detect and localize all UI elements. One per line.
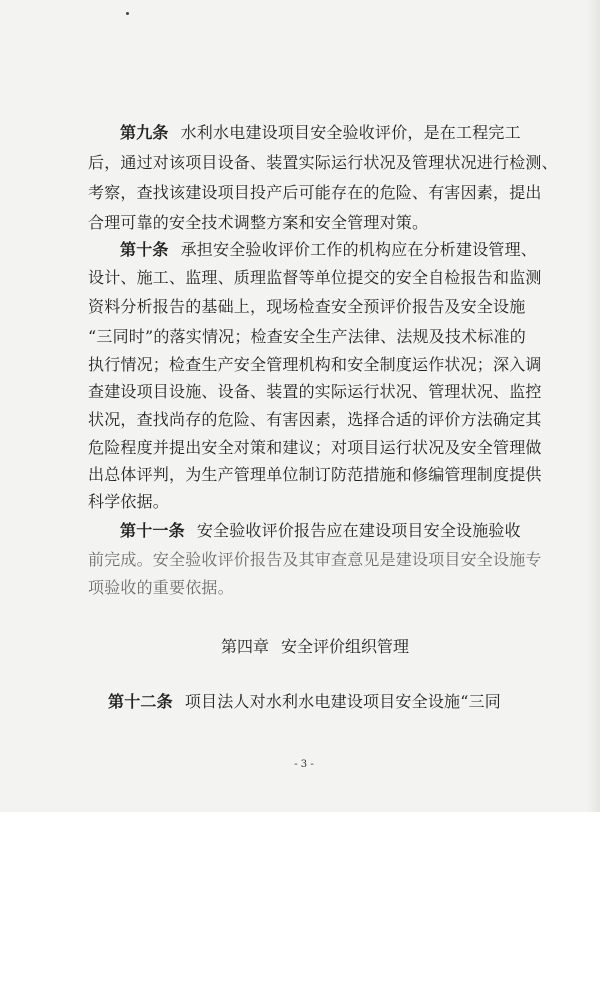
scan-shadow-edge [586,0,600,812]
article10-line-4: “三同时”的落实情况；检查安全生产法律、法规及技术标准的 [88,327,526,346]
article11-line-3: 项验收的重要依据。 [88,578,234,597]
article11-heading: 第十一条 [120,521,185,540]
article9-line-4: 合理可靠的安全技术调整方案和安全管理对策。 [88,213,429,232]
article10-line-5: 执行情况；检查生产安全管理机构和安全制度运作状况；深入调 [88,355,542,374]
page-number: - 3 - [294,759,314,770]
article9-line-1 [120,125,528,141]
article10-line-9: 出总体评判，为生产管理单位制订防范措施和修编管理制度提供 [88,465,542,484]
article9-line-3: 考察，查找该建设项目投产后可能存在的危险、有害因素，提出 [88,183,542,202]
article10-line-2: 设计、施工、监理、质理监督等单位提交的安全自检报告和监测 [88,268,542,287]
article10-line-7: 状况，查找尚存的危险、有害因素，选择合适的评价方法确定其 [88,410,542,429]
article10-line-3: 资料分析报告的基础上，现场检查安全预评价报告及安全设施 [88,297,526,316]
article12-text-1: 项目法人对水利水电建设项目安全设施“三同 [184,692,501,711]
article12-line-1 [108,694,528,710]
article11-text-1: 安全验收评价报告应在建设项目安全设施验收 [196,521,521,540]
article10-text-1: 承担安全验收评价工作的机构应在分析建设管理、 [180,240,538,259]
article10-heading: 第十条 [120,240,169,259]
article11-line-2: 前完成。安全验收评价报告及其审查意见是建设项目安全设施专 [88,550,542,569]
article9-heading: 第九条 [120,123,169,142]
chapter-heading [0,639,600,655]
article10-line-1 [120,240,538,259]
article9-line-2: 后，通过对该项目设备、装置实际运行状况及管理状况进行检测、 [88,153,558,172]
chapter-title: 安全评价组织管理 [281,637,410,656]
article10-line-10: 科学依据。 [88,492,170,511]
scan-speck [126,12,129,15]
article11-line-1 [120,523,528,539]
article9-text-1: 水利水电建设项目安全验收评价，是在工程完工 [180,123,521,142]
chapter-number: 第四章 [220,637,269,656]
article12-heading: 第十二条 [108,692,173,711]
article10-line-8: 危险程度并提出安全对策和建议；对项目运行状况及安全管理做 [88,438,542,457]
article10-line-6: 查建设项目设施、设备、装置的实际运行状况、管理状况、监控 [88,382,542,401]
